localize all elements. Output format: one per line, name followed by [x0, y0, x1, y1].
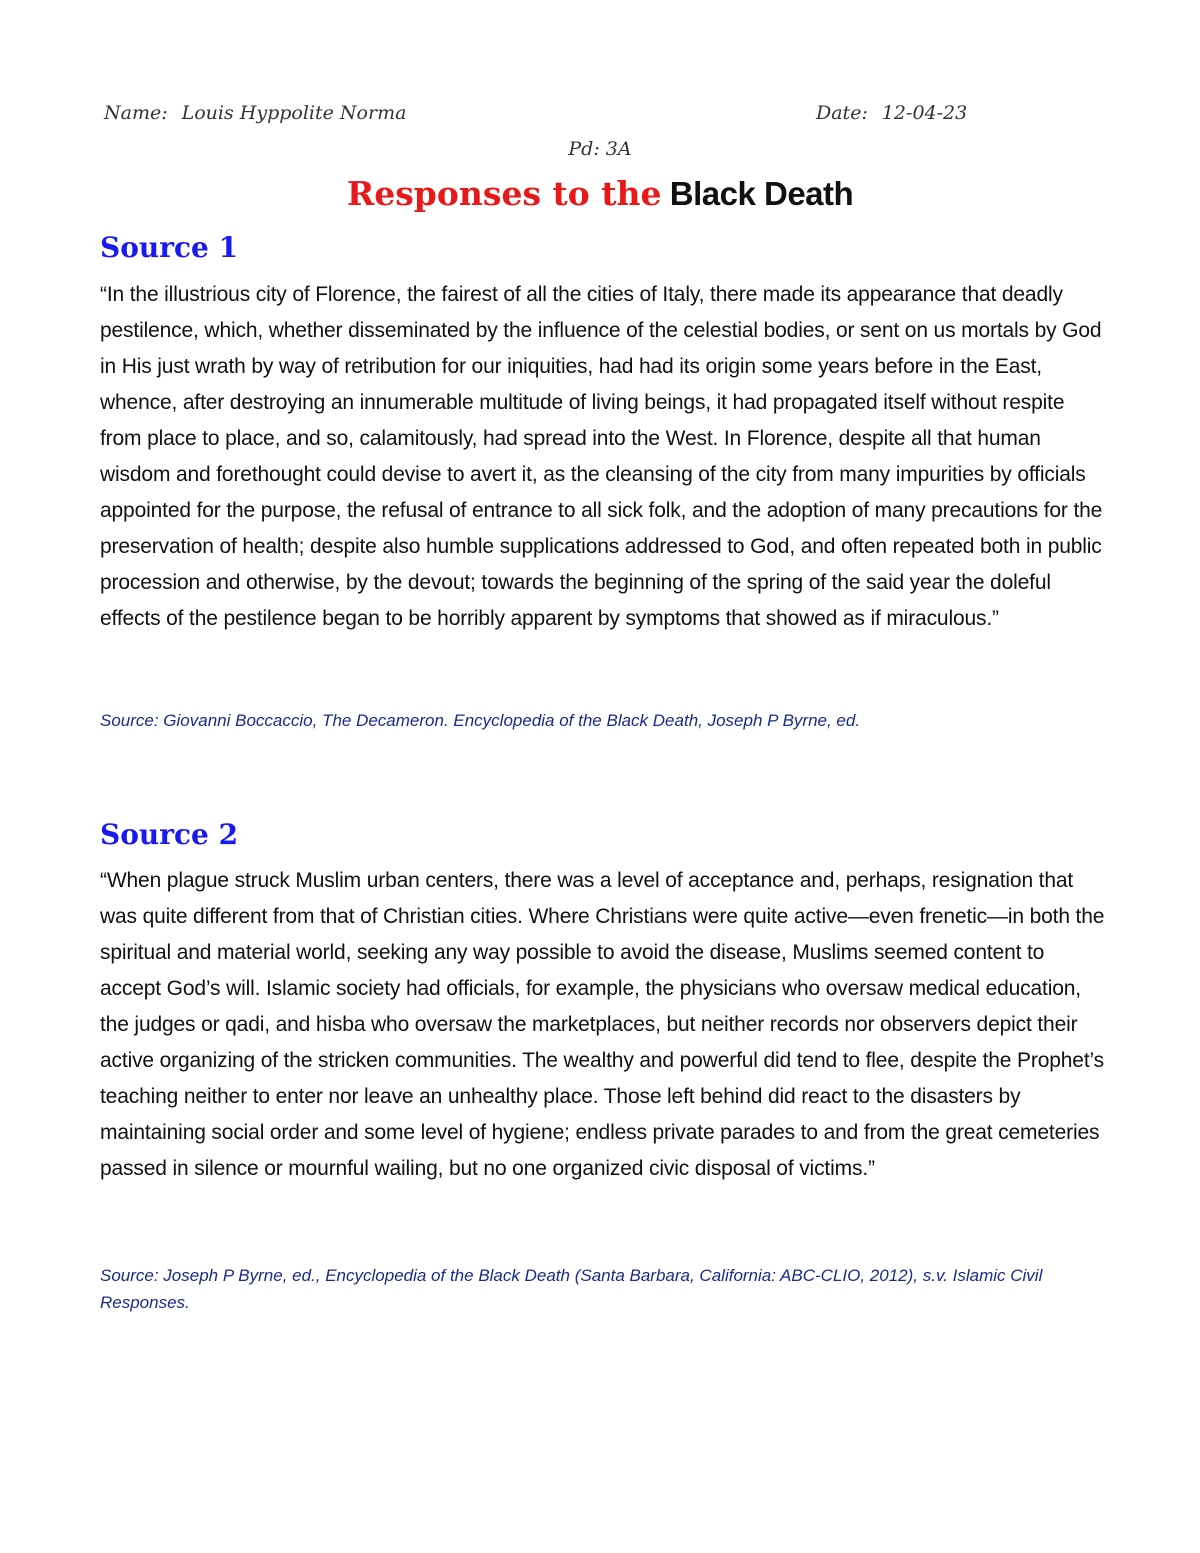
name-label: Name:	[104, 102, 168, 124]
date-field	[816, 102, 967, 124]
date-label: Date:	[816, 102, 868, 124]
title-part-red: Responses to the	[346, 174, 662, 213]
period-label: Pd:	[568, 138, 600, 160]
period-value: 3A	[605, 138, 632, 160]
name-field	[104, 102, 406, 124]
name-value: Louis Hyppolite Norma	[181, 102, 407, 124]
source-1-heading: Source 1	[100, 231, 239, 264]
page-title	[0, 174, 1200, 215]
source-1-quote: “In the illustrious city of Florence, the fairest of all the cities of Italy, there made its appearance that deadly pestilence, which, whether disseminated by the influence of the celestial bodies, or sent on us mortals by God in His just wrath by way of retribution for our iniquities, had had its origin some years before in the East, whence, after destroying an innumerable multitude of living beings, it had propagated itself without respite from place to place, and so, calamitously, had spread into the West. In Florence, despite all that human wisdom and forethought could devise to avert it, as the cleansing of the city from many impurities by officials appointed for the purpose, the refusal of entrance to all sick folk, and the adoption of many precautions for the preservation of health; despite also humble supplications addressed to God, and often repeated both in public procession and otherwise, by the devout; towards the beginning of the spring of the said year the doleful effects of the pestilence began to be horribly apparent by symptoms that showed as if miraculous.”	[100, 283, 1103, 630]
period-field	[0, 138, 1200, 160]
title-part-black: Black Death	[669, 175, 854, 212]
source-2-citation: Source: Joseph P Byrne, ed., Encyclopedia of the Black Death (Santa Barbara, California: ABC-CLIO, 2012), s.v. Islamic Civil Responses.	[100, 1266, 1043, 1312]
source-2-quote: “When plague struck Muslim urban centers, there was a level of acceptance and, perhaps, resignation that was quite different from that of Christian cities. Where Christians were quite active—even frenetic—in both the spiritual and material world, seeking any way possible to avoid the disease, Muslims seemed content to accept God’s will. Islamic society had officials, for example, the physicians who oversaw medical education, the judges or qadi, and hisba who oversaw the marketplaces, but neither records nor observers depict their active organizing of the stricken communities. The wealthy and powerful did tend to flee, despite the Prophet’s teaching neither to enter nor leave an unhealthy place. Those left behind did react to the disasters by maintaining social order and some level of hygiene; endless private parades to and from the great cemeteries passed in silence or mournful wailing, but no one organized civic disposal of victims.”	[100, 869, 1105, 1180]
date-value: 12-04-23	[881, 102, 968, 124]
source-2-heading: Source 2	[100, 818, 239, 851]
source-1-citation: Source: Giovanni Boccaccio, The Decameron. Encyclopedia of the Black Death, Joseph P Byrne, ed.	[100, 711, 861, 730]
